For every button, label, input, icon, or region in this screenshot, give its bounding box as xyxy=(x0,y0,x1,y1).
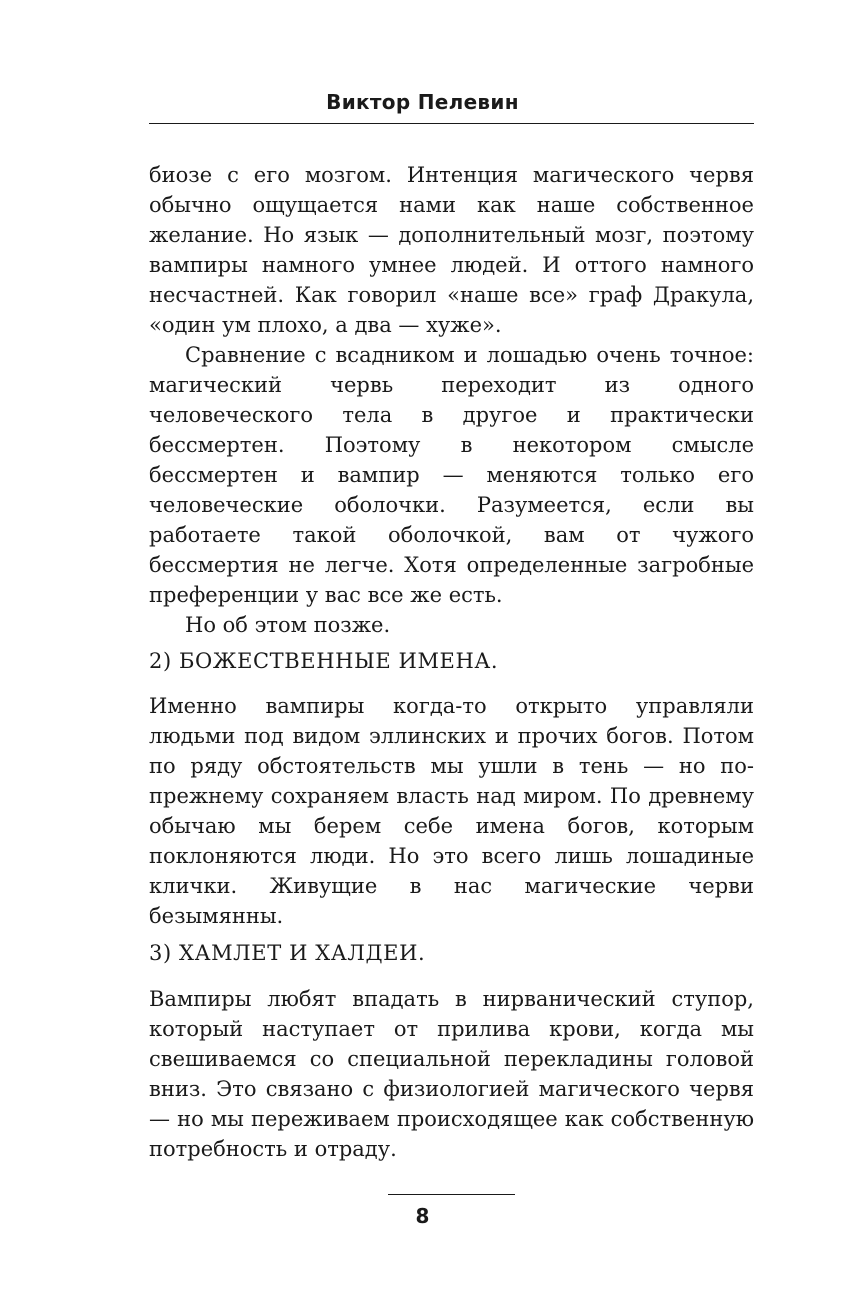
section-3-paragraph: Вампиры любят впадать в нирванический ступор, который наступает от прилива крови, когда мы свешиваемся со специальной перекладины головой вниз. Это связано с физиологией магического червя — но мы переживаем происходящее как собственную потребность и отраду. xyxy=(149,987,754,1161)
section-1-text xyxy=(149,160,754,640)
section-2-paragraph: Именно вампиры когда-то открыто управляли людьми под видом эллинских и прочих богов. Потом по ряду обстоятельств мы ушли в тень — но по-прежнему сохраняем власть над миром. По древнему обычаю мы берем себе имена богов, которым поклоняются люди. Но это всего лишь лошадиные клички. Живущие в нас магические черви безымянны. xyxy=(149,694,754,928)
paragraph-2: Сравнение с всадником и лошадью очень точное: магический червь переходит из одного человеческого тела в другое и практически бессмертен. Поэтому в некотором смысле бессмертен и вампир — меняются только его человеческие оболочки. Разумеется, если вы работаете такой оболочкой, вам от чужого бессмертия не легче. Хотя определенные загробные преференции у вас все же есть. xyxy=(149,343,754,607)
header-rule xyxy=(149,123,754,124)
section-2-heading: 2) БОЖЕСТВЕННЫЕ ИМЕНА. xyxy=(149,649,499,673)
running-head: Виктор Пелевин xyxy=(326,90,519,114)
section-3-text xyxy=(149,984,754,1164)
section-3-heading: 3) ХАМЛЕТ И ХАЛДЕИ. xyxy=(149,941,426,965)
paragraph-1: биозе с его мозгом. Интенция магического червя обычно ощущается нами как наше собственное желание. Но язык — дополнительный мозг, поэтому вампиры намного умнее людей. И оттого намного несчастней. Как говорил «наше все» граф Дракула, «один ум плохо, а два — хуже». xyxy=(149,163,754,337)
page-number: 8 xyxy=(415,1204,430,1228)
paragraph-3: Но об этом позже. xyxy=(185,613,391,637)
section-2-text xyxy=(149,691,754,931)
footer-rule xyxy=(388,1194,515,1195)
